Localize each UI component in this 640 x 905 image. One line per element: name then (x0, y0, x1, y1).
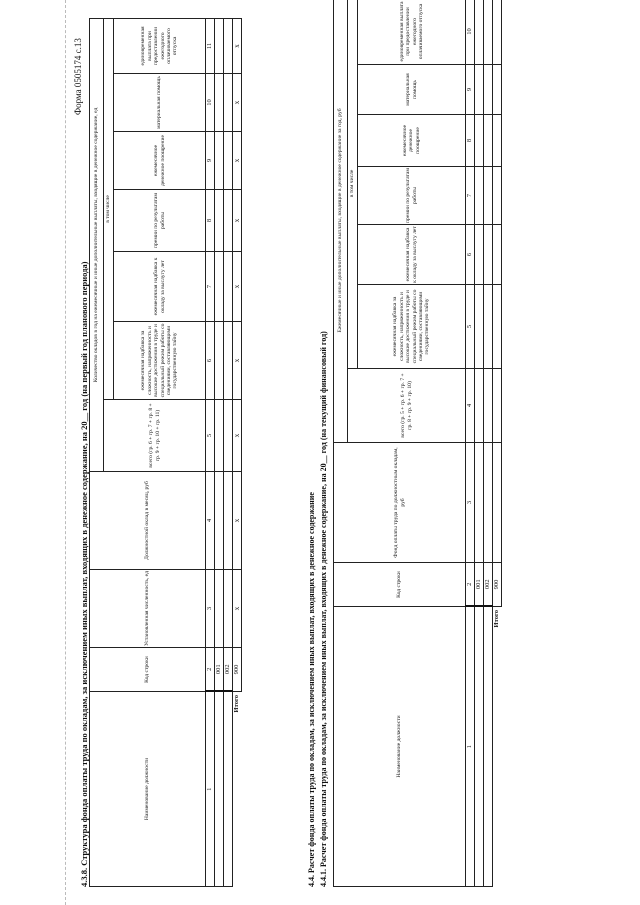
s2-cell[interactable] (484, 225, 493, 285)
s1-total-mark: x (233, 472, 242, 570)
s2-header-name: Наименование должности (334, 607, 466, 887)
s2-header-c6: ежемесячная надбавка к окладу за выслугу лет (358, 225, 466, 285)
scan-edge-line (65, 0, 66, 905)
s1-cell[interactable] (224, 18, 233, 73)
s1-colnum: 1 (206, 692, 215, 887)
s1-cell-code: 002 (224, 648, 233, 692)
s2-header-c8: ежемесячное денежное поощрение (358, 115, 466, 167)
s1-header-c11: единовременная выплата при предоставлении ежегодного оплачиваемого отпуска (114, 18, 206, 73)
s1-cell[interactable] (224, 190, 233, 252)
total-row (493, 0, 502, 887)
s2-colnum: 6 (466, 225, 475, 285)
s2-cell[interactable] (493, 167, 502, 225)
s1-header-c6: ежемесячная надбавка за сложность, напряженность и высокие достижения в труде и специальный режим работы со сведениями, составляющими государственную тайну (114, 322, 206, 400)
s1-colnum: 6 (206, 322, 215, 400)
s2-cell[interactable] (493, 225, 502, 285)
s1-cell[interactable] (224, 132, 233, 190)
s2-cell[interactable] (475, 167, 484, 225)
table-row (215, 18, 224, 886)
s2-cell[interactable] (493, 285, 502, 369)
s1-header-c10: материальная помощь (114, 74, 206, 132)
s1-header-incl: в том числе (104, 18, 114, 399)
s1-cell[interactable] (215, 472, 224, 570)
s1-total-label: Итого (233, 695, 241, 713)
s2-header-c10: единовременная выплата при предоставлении ежегодного оплачиваемого отпуска (358, 0, 466, 65)
s1-colnum: 10 (206, 74, 215, 132)
s2-colnum: 5 (466, 285, 475, 369)
s1-colnum: 7 (206, 252, 215, 322)
s1-colnum: 3 (206, 570, 215, 648)
s2-cell[interactable] (475, 0, 484, 65)
s1-colnum: 2 (206, 648, 215, 692)
s2-colnum: 3 (466, 443, 475, 563)
s2-cell[interactable] (475, 65, 484, 115)
s1-colnum: 4 (206, 472, 215, 570)
s1-total-code: 900 (233, 648, 242, 692)
s2-cell-code: 002 (484, 563, 493, 607)
s2-cell[interactable] (475, 369, 484, 443)
table-row (224, 18, 233, 886)
s1-total-mark: x (233, 322, 242, 400)
s2-cell[interactable] (493, 443, 502, 563)
table-row (484, 0, 493, 887)
s1-cell-name[interactable] (224, 692, 233, 887)
s1-cell[interactable] (224, 400, 233, 472)
s1-colnum: 5 (206, 400, 215, 472)
s1-cell[interactable] (224, 322, 233, 400)
s1-total-mark: x (233, 18, 242, 73)
s2-header-total: всего (гр. 5 + гр. 6 + гр. 7 + гр. 8 + гр. 9 + гр. 10) (348, 369, 466, 443)
s2-cell[interactable] (493, 369, 502, 443)
s2-cell[interactable] (475, 285, 484, 369)
s1-total-mark: x (233, 74, 242, 132)
s1-cell[interactable] (215, 570, 224, 648)
s2-colnum: 1 (466, 607, 475, 887)
s1-header-name: Наименование должности (90, 692, 206, 887)
s2-cell[interactable] (484, 443, 493, 563)
s2-colnum: 7 (466, 167, 475, 225)
s2-cell[interactable] (484, 369, 493, 443)
s2-cell[interactable] (484, 115, 493, 167)
s1-header-code: Код строки (90, 648, 206, 692)
s1-header-c9: ежемесячное денежное поощрение (114, 132, 206, 190)
s2-colnum: 8 (466, 115, 475, 167)
s2-cell-name[interactable] (484, 607, 493, 887)
s2-cell[interactable] (493, 65, 502, 115)
section-2-subtitle: 4.4.1. Расчет фонда оплаты труда по окладам, за исключением иных выплат, входящих в денежное содержание, на 20__ год (на текущий финансовый год) (319, 331, 328, 887)
s2-colnum: 9 (466, 65, 475, 115)
rotated-form-sheet (45, 0, 640, 905)
s1-header-total: всего (гр. 6 + гр. 7 + гр. 8 + гр. 9 + гр. 10 + гр. 11) (104, 400, 206, 472)
s2-header-c7: премии по результатам работы (358, 167, 466, 225)
s2-cell[interactable] (493, 115, 502, 167)
s2-cell[interactable] (475, 443, 484, 563)
s1-cell[interactable] (215, 190, 224, 252)
s2-header-c5: ежемесячная надбавка за сложность, напряженность и высокие достижения в труде и специальный режим работы со сведениями, составляющими государственную тайну (358, 285, 466, 369)
s1-cell-name[interactable] (215, 692, 224, 887)
s1-cell[interactable] (215, 400, 224, 472)
s1-total-mark: x (233, 132, 242, 190)
s2-total-code: 900 (493, 563, 502, 607)
s1-colnum: 8 (206, 190, 215, 252)
s2-header-fund: Фонд оплаты труда по должностным окладам, руб (334, 443, 466, 563)
s1-header-c7: ежемесячная надбавка к окладу за выслугу лет (114, 252, 206, 322)
s1-colnum: 11 (206, 18, 215, 73)
s1-cell[interactable] (215, 18, 224, 73)
section-2-table (333, 0, 502, 887)
s1-cell[interactable] (215, 132, 224, 190)
s2-header-code: Код строки (334, 563, 466, 607)
s1-colnum: 9 (206, 132, 215, 190)
s2-cell[interactable] (484, 65, 493, 115)
form-number: Форма 0505174 с.13 (73, 38, 83, 115)
s1-cell[interactable] (224, 472, 233, 570)
s2-colnum: 2 (466, 563, 475, 607)
section-2-title: 4.4. Расчет фонда оплаты труда по окладам, за исключением иных выплат, входящих в денежное содержание (307, 492, 316, 887)
s2-cell[interactable] (493, 0, 502, 65)
s1-total-mark: x (233, 252, 242, 322)
s2-cell[interactable] (475, 225, 484, 285)
s1-header-group: Количество окладов в год на ежемесячные и иные дополнительные выплаты, входящие в денежное содержание, ед (90, 18, 104, 471)
s2-colnum: 4 (466, 369, 475, 443)
s1-cell[interactable] (224, 74, 233, 132)
s2-cell[interactable] (484, 167, 493, 225)
s1-header-salary: Должностной оклад в месяц, руб (90, 472, 206, 570)
s2-cell-code: 001 (475, 563, 484, 607)
s2-cell[interactable] (484, 285, 493, 369)
s1-cell[interactable] (215, 322, 224, 400)
section-1-title: 4.3.8. Структура фонда оплаты труда по окладам, за исключением иных выплат, входящих в денежное содержание, на 20__ год (на первый год планового периода) (79, 261, 89, 887)
s2-header-incl: в том числе (348, 0, 358, 369)
s1-cell[interactable] (224, 252, 233, 322)
s2-cell[interactable] (484, 0, 493, 65)
s2-cell-name[interactable] (475, 607, 484, 887)
s2-colnum: 10 (466, 0, 475, 65)
s1-cell-code: 001 (215, 648, 224, 692)
total-row (233, 18, 242, 886)
s1-cell[interactable] (215, 252, 224, 322)
table-row (475, 0, 484, 887)
s1-total-mark: x (233, 570, 242, 648)
s1-total-mark: x (233, 190, 242, 252)
s1-cell[interactable] (224, 570, 233, 648)
s1-cell[interactable] (215, 74, 224, 132)
s1-total-mark: x (233, 400, 242, 472)
s1-header-c8: премии по результатам работы (114, 190, 206, 252)
s2-total-label: Итого (493, 610, 501, 628)
s2-header-group: Ежемесячные и иные дополнительные выплаты, входящие в денежное содержание за год, руб (334, 0, 348, 443)
section-1-table (89, 18, 242, 887)
s2-cell[interactable] (475, 115, 484, 167)
s1-header-staff: Установленная численность, ед (90, 570, 206, 648)
s2-header-c9: материальная помощь (358, 65, 466, 115)
